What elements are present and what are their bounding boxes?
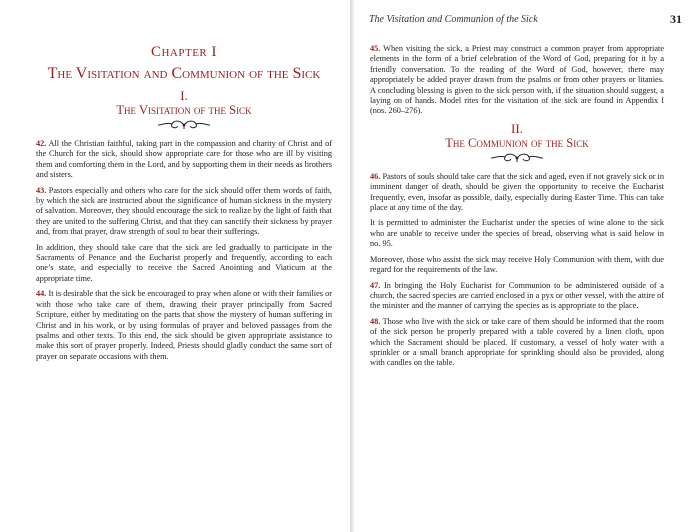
section-numeral: II. [511, 120, 523, 136]
paragraph-42 [36, 139, 332, 181]
chapter-title: The Visitation and Communion of the Sick [47, 65, 321, 82]
paragraph-number: 45. [370, 44, 381, 53]
paragraph-text: Pastors of souls should take care that the sick and aged, even if not gravely sick or in imminent danger of death, should be given the opportunity to receive the Eucharist frequently, even, insofar as possible, daily, especially during Easter Time. This can take place at any time of the day. [370, 171, 665, 213]
paragraph-text: Pastors especially and others who care for the sick should offer them words of faith, by which the sick are instructed about the significance of human sickness in the mystery of salvation. Moreover, they should encourage the sick to realize by the light of faith that they are united to the suffering Christ, and that they can sanctify their sickness by prayer and, from that prayer, draw strength of soul to bear their sufferings. [36, 185, 332, 237]
paragraph-number: 47. [370, 280, 381, 290]
paragraph-48 [370, 317, 664, 369]
paragraph-text: When visiting the sick, a Priest may construct a common prayer from appropriate elements in the form of a brief celebration of the Word of God, preparing for it by a friendly conversation. To the reading of the Word of God, however, there may appropriately be added prayer drawn from the psalms or from other prayers or litanies. A concluding blessing is given to the sick person with, if the situation should suggest, a laying on of hands. Model rites for the visitation of the sick are found in Appendix I (nos. 260–276). [370, 44, 664, 116]
ornament-flourish-icon [154, 119, 214, 131]
section-title: The Visitation of the Sick [116, 103, 252, 117]
paragraph-47 [370, 281, 664, 312]
section-numeral: I. [180, 88, 188, 103]
paragraph-number: 48. [370, 316, 381, 326]
paragraph-text: Those who live with the sick or take care of them should be informed that the room of the sick person be properly prepared with a table covered by a linen cloth, upon which the Sacrament should be placed. If customary, a vessel of holy water with a sprinkler or a small branch appropriate for sprinkling should also be provided, along with candles on the table. [370, 316, 664, 368]
paragraph-46 [370, 172, 664, 214]
paragraph-43-continued: In addition, they should take care that the sick are led gradually to participate in the Sacraments of Penance and the Eucharist properly and frequently, according to each one’s state, and especially to receive the Sacred Anointing and Viaticum at the appropriate time. [36, 242, 332, 283]
paragraph-text: It is desirable that the sick be encouraged to pray when alone or with their families or with those who take care of them, drawing their prayer principally from Sacred Scripture, either by meditating on the parts that show the mystery of human suffering in Christ and in his work, or by using formulas of prayer and beloved passages from the psalms and other texts. To this end, the sick should be given appropriate assistance to make this sort of prayer properly. Indeed, Priests should gladly conduct the same sort of prayer on separate occasions with them. [36, 289, 332, 361]
chapter-label: Chapter I [150, 44, 218, 60]
paragraph-number: 46. [370, 171, 381, 181]
paragraph-number: 43. [36, 185, 47, 195]
paragraph-44 [36, 289, 332, 362]
paragraph-43 [36, 186, 332, 238]
section-title: The Communion of the Sick [445, 135, 589, 150]
right-page [354, 0, 700, 532]
paragraph-46-wine: It is permitted to administer the Eucharist under the species of wine alone to the sick who are unable to receive under the species of bread, observing what is said below in no. 95. [370, 218, 664, 249]
paragraph-number: 44. [36, 289, 47, 299]
paragraph-text: In bringing the Holy Eucharist for Communion to be administered outside of a church, the sacred species are carried enclosed in a pyx or other vessel, with the attire of the minister and the manner of carrying the species as is appropriate to the place. [370, 280, 664, 311]
running-head: The Visitation and Communion of the Sick [369, 14, 538, 25]
paragraph-text: All the Christian faithful, taking part in the compassion and charity of Christ and of the Church for the sick, should show appropriate care for those who are ill by visiting them and comforting them in the Lord, and by supporting them in their needs as brothers and sisters. [36, 139, 332, 180]
ornament-flourish-icon [487, 152, 547, 164]
page-number: 31 [670, 12, 682, 26]
paragraph-45 [370, 44, 664, 117]
paragraph-number: 42. [36, 139, 47, 148]
paragraph-46-assistants: Moreover, those who assist the sick may receive Holy Communion with them, with due regard for the requirements of the law. [370, 254, 664, 275]
